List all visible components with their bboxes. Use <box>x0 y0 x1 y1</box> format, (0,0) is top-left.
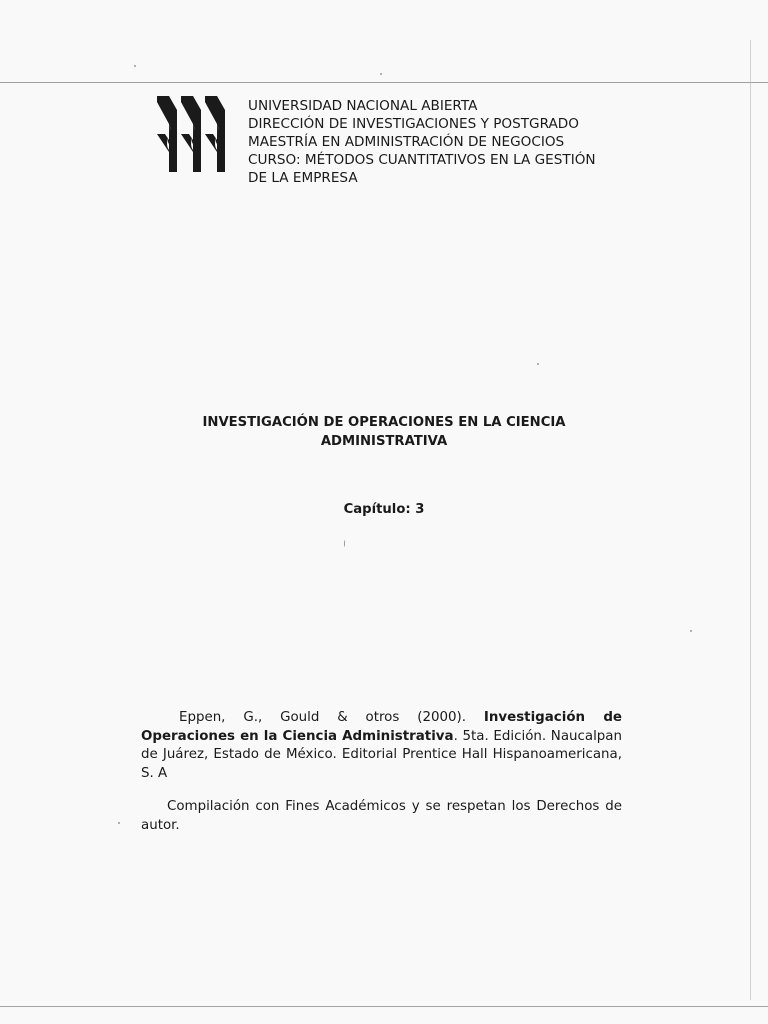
institution-header <box>248 97 648 187</box>
title-line-2: ADMINISTRATIVA <box>320 434 448 449</box>
una-logo-icon <box>155 94 227 174</box>
scan-line-top <box>0 82 768 83</box>
scan-speck <box>380 73 382 75</box>
citation-book-title: Investigación de Operaciones en la Ciencia Administrativa <box>141 710 623 744</box>
bibliographic-citation <box>141 709 622 783</box>
scan-speck <box>118 822 120 824</box>
header-line-masters: MAESTRÍA EN ADMINISTRACIÓN DE NEGOCIOS <box>248 134 565 150</box>
scan-speck <box>344 540 345 547</box>
copyright-notice-text: Compilación con Fines Académicos y se respetan los Derechos de autor. <box>141 799 622 833</box>
scan-line-bottom <box>0 1006 768 1007</box>
chapter-label: Capítulo: 3 <box>343 502 425 517</box>
scan-speck <box>690 630 692 632</box>
citation-details: . 5ta. Edición. Naucalpan de Juárez, Estado de México. Editorial Prentice Hall Hispanoamericana, S. A <box>141 728 622 781</box>
header-line-direction: DIRECCIÓN DE INVESTIGACIONES Y POSTGRADO <box>248 116 579 132</box>
header-line-course-cont: DE LA EMPRESA <box>248 170 358 186</box>
copyright-notice <box>141 797 622 835</box>
scan-speck <box>134 65 136 67</box>
header-line-course: CURSO: MÉTODOS CUANTITATIVOS EN LA GESTIÓN <box>248 152 596 168</box>
scan-edge-right <box>750 40 751 1000</box>
header-line-university: UNIVERSIDAD NACIONAL ABIERTA <box>248 98 478 114</box>
citation-authors: Eppen, G., Gould & otros (2000). <box>179 710 484 725</box>
scan-speck <box>537 363 539 365</box>
title-line-1: INVESTIGACIÓN DE OPERACIONES EN LA CIENCIA <box>202 415 566 430</box>
document-title <box>130 413 638 451</box>
